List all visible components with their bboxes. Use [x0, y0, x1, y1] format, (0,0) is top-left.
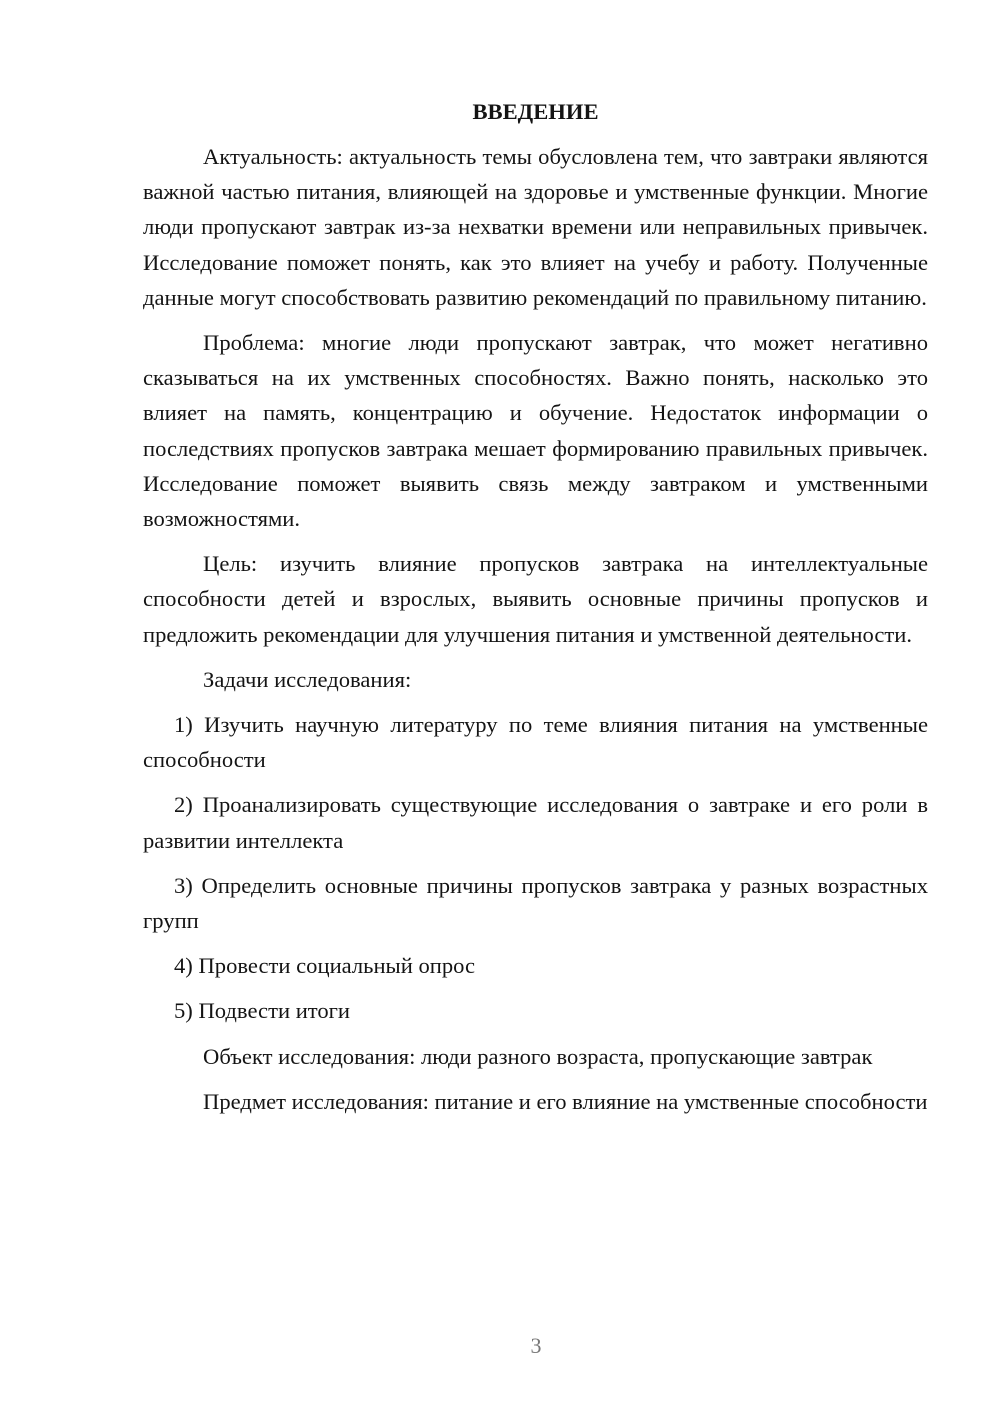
- relevance-paragraph: Актуальность: актуальность темы обусловлена тем, что завтраки являются важной частью питания, влияющей на здоровье и умственные функции. Многие люди пропускают завтрак из-за нехватки времени или неправильных привычек. Исследование поможет понять, как это влияет на учебу и работу. Полученные данные могут способствовать развитию рекомендаций по правильному питанию.: [143, 144, 928, 310]
- goal-paragraph: Цель: изучить влияние пропусков завтрака на интеллектуальные способности детей и взрослых, выявить основные причины пропусков и предложить рекомендации для улучшения питания и умственной деятельности.: [143, 551, 928, 647]
- subject-paragraph: Предмет исследования: питание и его влияние на умственные способности: [203, 1088, 928, 1114]
- task-item-4: 4) Провести социальный опрос: [174, 953, 476, 979]
- object-paragraph: Объект исследования: люди разного возраста, пропускающие завтрак: [203, 1043, 873, 1069]
- task-item-2: 2) Проанализировать существующие исследования о завтраке и его роли в развитии интеллекта: [143, 792, 928, 853]
- document-page: [143, 94, 928, 1129]
- tasks-heading: Задачи исследования:: [203, 666, 412, 692]
- section-title: ВВЕДЕНИЕ: [472, 99, 599, 124]
- task-item-3: 3) Определить основные причины пропусков завтрака у разных возрастных групп: [143, 872, 928, 934]
- page-number: 3: [530, 1333, 542, 1358]
- problem-paragraph: Проблема: многие люди пропускают завтрак, что может негативно сказываться на их умственных способностях. Важно понять, насколько это влияет на память, концентрацию и обучение. Недостаток информации о последствиях пропусков завтрака мешает формированию правильных привычек. Исследование поможет выявить связь между завтраком и умственными возможностями.: [143, 330, 928, 532]
- task-item-5: 5) Подвести итоги: [174, 998, 351, 1024]
- task-item-1: 1) Изучить научную литературу по теме влияния питания на умственные способности: [143, 712, 928, 773]
